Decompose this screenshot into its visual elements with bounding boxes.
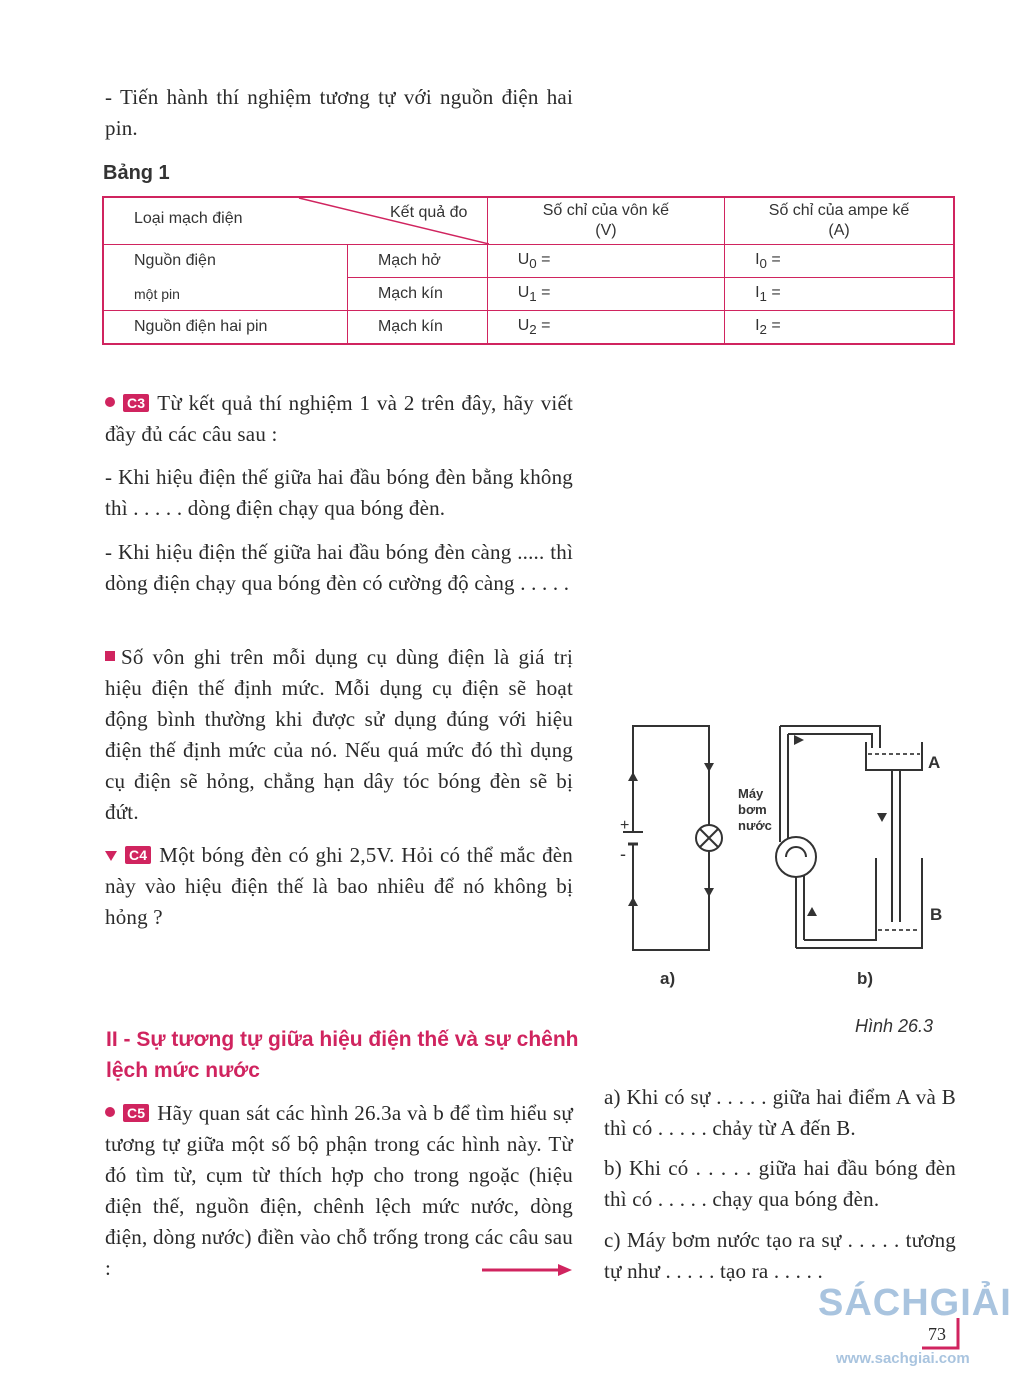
voltage-cell: $U_2$ =: [487, 311, 724, 345]
c5-badge: C5: [123, 1104, 149, 1122]
watermark-url: www.sachgiai.com: [836, 1350, 970, 1367]
voltage-cell: $U_0$ =: [487, 245, 724, 278]
table-row: [103, 278, 954, 311]
bullet-dot-icon: [105, 1107, 115, 1117]
answer-c: c) Máy bơm nước tạo ra sự . . . . . tương tự như . . . . . tạo ra . . . . .: [604, 1228, 956, 1283]
header-voltmeter: [487, 197, 724, 245]
header-ammeter: [725, 197, 954, 245]
c5-question: [105, 1098, 573, 1284]
bullet-triangle-icon: [105, 851, 117, 861]
source-one-pin-line1: Nguồn điện: [103, 245, 347, 278]
point-a-label: A: [928, 753, 941, 772]
source-two-pin: Nguồn điện hai pin: [103, 311, 347, 345]
voltmeter-unit: (V): [595, 222, 617, 239]
c4-question: [105, 840, 573, 933]
point-b-label: B: [930, 905, 943, 924]
header-col-label: Kết quả đo: [390, 204, 468, 221]
note-paragraph: [105, 642, 573, 828]
current-cell: $I_0$ =: [725, 245, 954, 278]
page-number: 73: [928, 1324, 946, 1344]
circuit-diagram-a: [623, 726, 722, 950]
label-b: b): [857, 969, 874, 988]
answer-b: b) Khi có . . . . . giữa hai đầu bóng đèn thì có . . . . . chạy qua bóng đèn.: [604, 1156, 956, 1211]
header-row-label: Loại mạch điện: [134, 210, 243, 227]
circuit-cell: Mạch kín: [347, 278, 487, 311]
bullet-square-icon: [105, 651, 115, 661]
watermark-logo: SÁCHGIẢI: [818, 1282, 1012, 1324]
figure-caption: Hình 26.3: [855, 1016, 934, 1036]
c3-question: [105, 388, 573, 450]
c5-text: Hãy quan sát các hình 26.3a và b để tìm hiểu sự tương tự giữa một số bộ phận trong các hình này. Từ đó tìm từ, cụm từ thích hợp cho trong ngoặc (hiệu điện thế, nguồn điện, chênh lệch mức nước, dòng điện, dòng nước) điền vào chỗ trống trong các câu sau :: [105, 1101, 573, 1280]
table-title: Bảng 1: [103, 162, 170, 184]
pump-label-line2: bơm: [738, 802, 767, 817]
voltage-cell: $U_1$ =: [487, 278, 724, 311]
header-diagonal-cell: [103, 197, 487, 245]
bullet-dot-icon: [105, 397, 115, 407]
voltmeter-label: Số chỉ của vôn kế: [542, 202, 670, 219]
table-header-row: [103, 197, 954, 245]
table-row: [103, 311, 954, 345]
pump-label-line1: Máy: [738, 786, 764, 801]
section-2-title: II - Sự tương tự giữa hiệu điện thế và sự chênh lệch mức nước: [106, 1028, 579, 1082]
ammeter-unit: (A): [828, 222, 850, 239]
source-one-pin-line2: một pin: [103, 278, 347, 311]
plus-sign: +: [620, 817, 630, 834]
c3-text: Từ kết quả thí nghiệm 1 và 2 trên đây, hãy viết đầy đủ các câu sau :: [105, 391, 573, 446]
pump-icon: [776, 837, 816, 877]
table-row: [103, 245, 954, 278]
water-arrows: [794, 735, 887, 916]
arrow-right-icon: [482, 1262, 574, 1278]
pump-label-line3: nước: [738, 818, 772, 833]
c4-badge: C4: [125, 846, 151, 864]
current-cell: $I_2$ =: [725, 311, 954, 345]
results-table: [102, 196, 955, 345]
c3-line1: - Khi hiệu điện thế giữa hai đầu bóng đèn bằng không thì . . . . . dòng điện chạy qua bóng đèn.: [105, 465, 573, 520]
circuit-cell: Mạch hở: [347, 245, 487, 278]
c4-text: Một bóng đèn có ghi 2,5V. Hỏi có thể mắc đèn này vào hiệu điện thế là bao nhiêu để nó không bị hỏng ?: [105, 843, 573, 929]
note-text: Số vôn ghi trên mỗi dụng cụ dùng điện là giá trị hiệu điện thế định mức. Mỗi dụng cụ điện sẽ hoạt động bình thường khi được sử dụng đúng với hiệu điện thế định mức của nó. Nếu quá mức đó thì dụng cụ điện sẽ hỏng, chẳng hạn dây tóc bóng đèn sẽ bị đứt.: [105, 645, 573, 824]
label-a: a): [660, 969, 676, 988]
c3-badge: C3: [123, 394, 149, 412]
c3-line2: - Khi hiệu điện thế giữa hai đầu bóng đèn càng ..... thì dòng điện chạy qua bóng đèn có cường độ càng . . . . .: [105, 540, 573, 595]
current-cell: $I_1$ =: [725, 278, 954, 311]
circuit-cell: Mạch kín: [347, 311, 487, 345]
intro-paragraph: - Tiến hành thí nghiệm tương tự với nguồn điện hai pin.: [105, 85, 573, 140]
minus-sign: -: [620, 844, 626, 864]
water-diagram-b: [776, 726, 922, 948]
figure-26-3: [600, 712, 980, 1012]
ammeter-label: Số chỉ của ampe kế: [768, 202, 910, 219]
answer-a: a) Khi có sự . . . . . giữa hai điểm A và B thì có . . . . . chảy từ A đến B.: [604, 1085, 956, 1140]
